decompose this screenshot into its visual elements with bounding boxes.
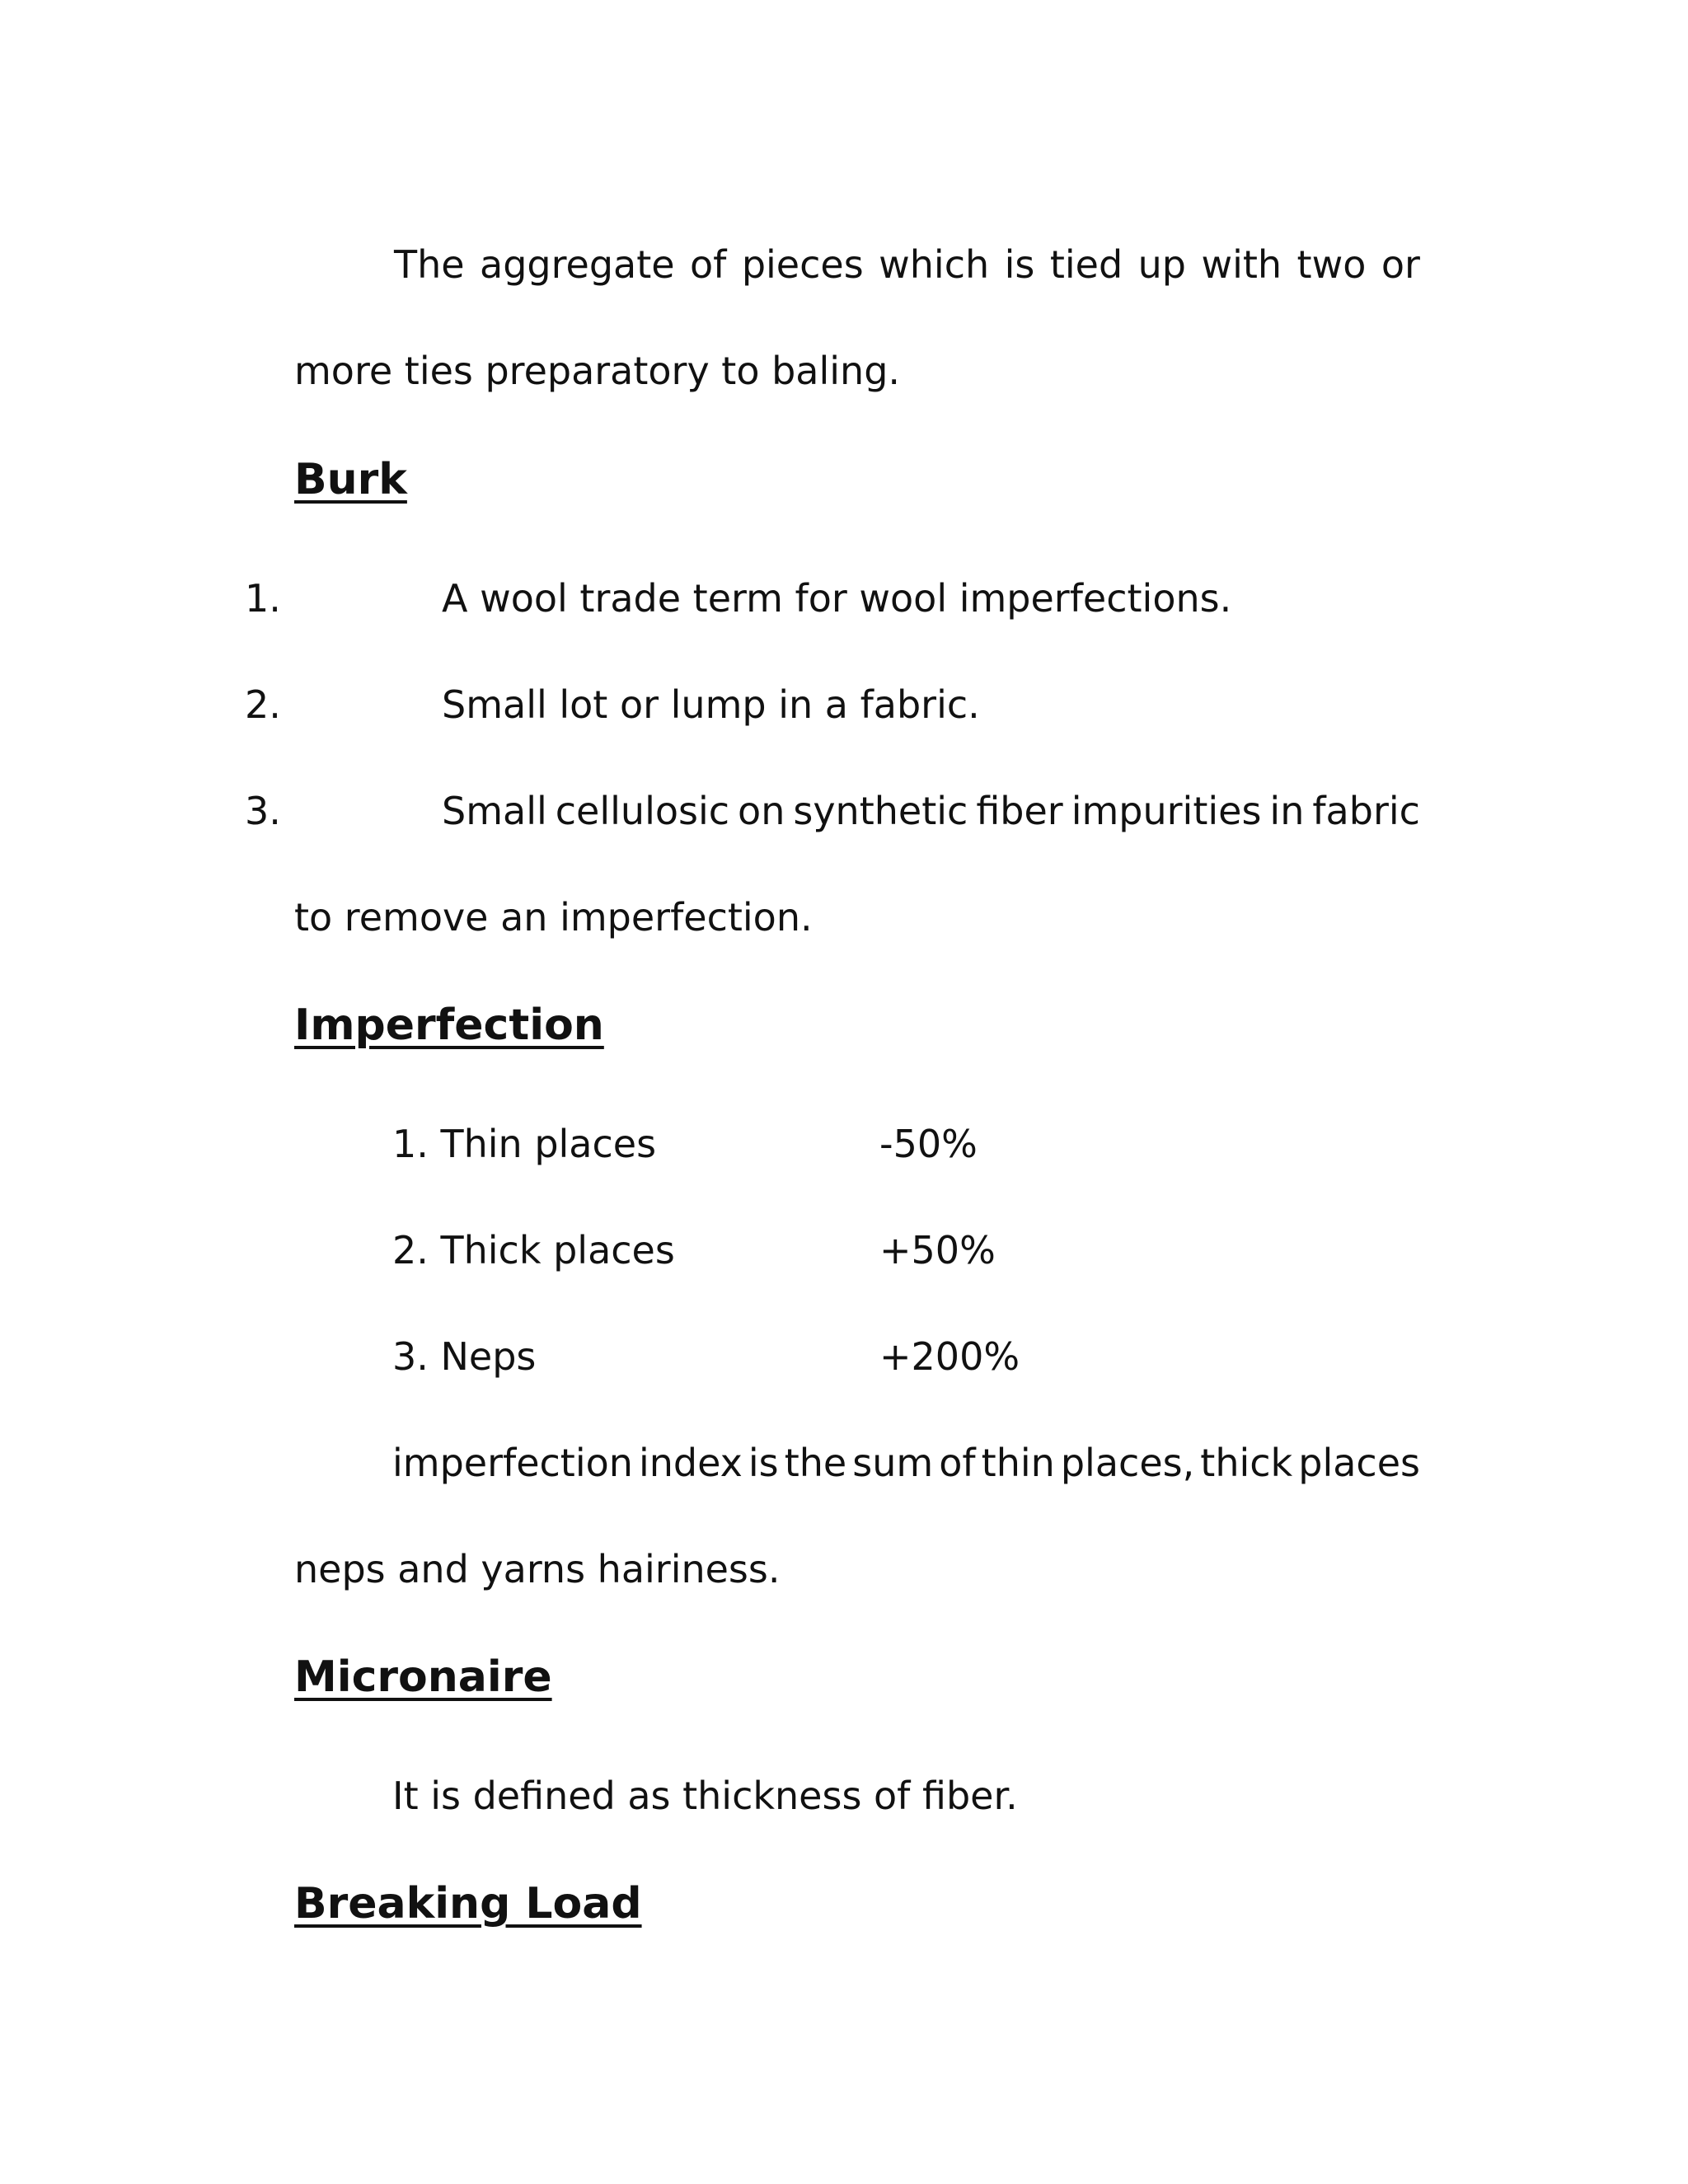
word: thick (1200, 1441, 1293, 1485)
heading-burk: Burk (294, 455, 407, 504)
intro-paragraph-line-1 (394, 240, 1420, 289)
imperfection-row-2-value: +50% (879, 1228, 996, 1272)
word: the (784, 1441, 847, 1485)
word: with (1201, 242, 1282, 287)
word: aggregate (480, 242, 675, 287)
burk-item-3-number: 3. (245, 789, 281, 833)
word: places (1298, 1441, 1420, 1485)
imperfection-index-line-1 (392, 1438, 1420, 1488)
word: places, (1060, 1441, 1195, 1485)
word: pieces (741, 242, 864, 287)
word: on (738, 789, 785, 833)
imperfection-row-1-value: -50% (879, 1122, 978, 1166)
word: imperfection (392, 1441, 633, 1485)
burk-item-3-text (442, 786, 1420, 836)
heading-micronaire: Micronaire (294, 1652, 552, 1702)
word: up (1137, 242, 1186, 287)
word: sum (852, 1441, 934, 1485)
word: Small (442, 789, 547, 833)
imperfection-row-1-label: 1. Thin places (392, 1122, 657, 1166)
word: cellulosic (555, 789, 730, 833)
burk-item-2-number: 2. (245, 682, 281, 727)
imperfection-row-2-label: 2. Thick places (392, 1228, 675, 1272)
word: is (748, 1441, 779, 1485)
imperfection-row-3-value: +200% (879, 1334, 1020, 1379)
intro-paragraph-line-2: more ties preparatory to baling. (294, 349, 901, 393)
word: in (1269, 789, 1305, 833)
word: of (939, 1441, 976, 1485)
word: fabric (1312, 789, 1420, 833)
word: fiber (976, 789, 1063, 833)
micronaire-definition: It is defined as thickness of fiber. (392, 1774, 1018, 1818)
word: index (638, 1441, 743, 1485)
imperfection-row-3-label: 3. Neps (392, 1334, 537, 1379)
word: thin (981, 1441, 1055, 1485)
imperfection-index-line-2: neps and yarns hairiness. (294, 1547, 781, 1591)
word: or (1381, 242, 1420, 287)
word: synthetic (793, 789, 968, 833)
word: impurities (1071, 789, 1262, 833)
burk-item-1-number: 1. (245, 576, 281, 621)
burk-continuation: to remove an imperfection. (294, 895, 813, 940)
burk-item-2-text: Small lot or lump in a fabric. (442, 682, 980, 727)
word: tied (1049, 242, 1123, 287)
heading-breaking-load: Breaking Load (294, 1879, 642, 1929)
word: The (394, 242, 465, 287)
word: which (879, 242, 990, 287)
word: is (1004, 242, 1035, 287)
burk-item-1-text: A wool trade term for wool imperfections. (442, 576, 1232, 621)
heading-imperfection: Imperfection (294, 1001, 604, 1050)
word: of (690, 242, 727, 287)
word: two (1296, 242, 1367, 287)
